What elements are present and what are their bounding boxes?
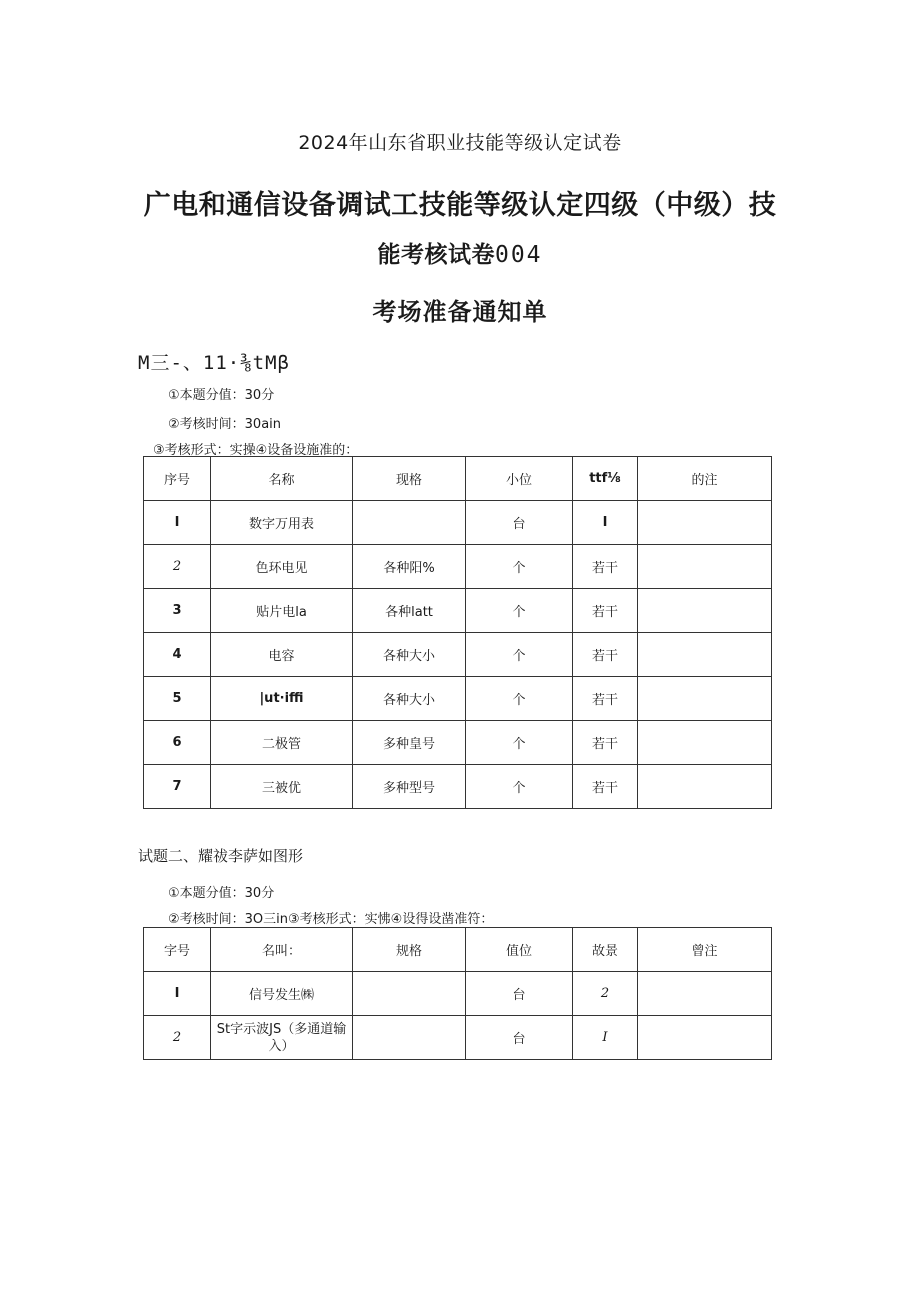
section2-score: ①本题分值：30分 bbox=[168, 886, 275, 901]
table-cell bbox=[638, 545, 772, 589]
table-cell: 各种阳% bbox=[353, 545, 466, 589]
table-cell bbox=[353, 972, 466, 1016]
table-cell: I bbox=[144, 972, 211, 1016]
equipment-table-1 bbox=[143, 456, 772, 809]
header-cell: 值位 bbox=[466, 928, 573, 972]
table-cell: 个 bbox=[466, 677, 573, 721]
section1-heading: M三-、11·⅜tMβ bbox=[138, 352, 290, 374]
table-cell: 数字万用表 bbox=[211, 501, 353, 545]
table-cell bbox=[638, 972, 772, 1016]
table-cell bbox=[638, 633, 772, 677]
table-cell bbox=[638, 721, 772, 765]
section1-time: ②考核时间：30ain bbox=[168, 417, 282, 432]
table-cell: 若干 bbox=[573, 545, 638, 589]
table-row bbox=[144, 545, 772, 589]
table-row bbox=[144, 972, 772, 1016]
table-row bbox=[144, 1016, 772, 1060]
table-row bbox=[144, 677, 772, 721]
header-cell: 规格 bbox=[353, 928, 466, 972]
table-cell: 个 bbox=[466, 589, 573, 633]
table-cell bbox=[353, 501, 466, 545]
table-cell: 个 bbox=[466, 633, 573, 677]
title-line2-code: 004 bbox=[494, 242, 543, 268]
table-row bbox=[144, 589, 772, 633]
table-cell bbox=[638, 677, 772, 721]
table-cell: |ut·iffi bbox=[211, 677, 353, 721]
table-header-row bbox=[144, 928, 772, 972]
table-cell: 台 bbox=[466, 972, 573, 1016]
table-cell: 台 bbox=[466, 501, 573, 545]
table-cell: St字示波JS（多通道输入） bbox=[211, 1016, 353, 1060]
table-cell: I bbox=[144, 501, 211, 545]
table-row bbox=[144, 501, 772, 545]
section1-score: ①本题分值：30分 bbox=[168, 388, 275, 403]
table-cell: 4 bbox=[144, 633, 211, 677]
section2-time-form: ②考核时间：3O三in③考核形式：实怫④设得设凿准符： bbox=[168, 912, 494, 927]
header-cell: 小位 bbox=[466, 457, 573, 501]
document-title-line2 bbox=[0, 236, 920, 269]
table-cell: 3 bbox=[144, 589, 211, 633]
table-cell: I bbox=[573, 501, 638, 545]
table-row bbox=[144, 633, 772, 677]
table-cell: 若干 bbox=[573, 633, 638, 677]
document-subtitle: 考场准备通知单 bbox=[372, 298, 548, 326]
header-cell: 的注 bbox=[638, 457, 772, 501]
exam-header: 2024年山东省职业技能等级认定试卷 bbox=[298, 132, 622, 154]
table-header-row bbox=[144, 457, 772, 501]
table-cell: 若干 bbox=[573, 589, 638, 633]
header-cell: 现格 bbox=[353, 457, 466, 501]
table-cell: 电容 bbox=[211, 633, 353, 677]
table-cell: 各种latt bbox=[353, 589, 466, 633]
table-cell: 2 bbox=[573, 972, 638, 1016]
document-title-line1: 广电和通信设备调试工技能等级认定四级（中级）技 bbox=[143, 190, 777, 221]
table-cell bbox=[638, 501, 772, 545]
equipment-table-2 bbox=[143, 927, 772, 1060]
table-cell: 二极管 bbox=[211, 721, 353, 765]
table-cell bbox=[638, 589, 772, 633]
table-cell: 5 bbox=[144, 677, 211, 721]
table-cell: I bbox=[573, 1016, 638, 1060]
table-row bbox=[144, 765, 772, 809]
table-cell: 若干 bbox=[573, 721, 638, 765]
table-row bbox=[144, 721, 772, 765]
header-cell: 故景 bbox=[573, 928, 638, 972]
table-cell bbox=[638, 1016, 772, 1060]
table-cell: 若干 bbox=[573, 765, 638, 809]
title-line2-text: 能考核试卷 bbox=[377, 242, 495, 268]
table-cell: 6 bbox=[144, 721, 211, 765]
table-cell: 各种大小 bbox=[353, 677, 466, 721]
table-cell: 个 bbox=[466, 765, 573, 809]
header-cell: 名叫： bbox=[211, 928, 353, 972]
table-cell: 各种大小 bbox=[353, 633, 466, 677]
table-cell: 多种皇号 bbox=[353, 721, 466, 765]
table-cell: 2 bbox=[144, 1016, 211, 1060]
header-cell: 名称 bbox=[211, 457, 353, 501]
table-cell: 信号发生㈱ bbox=[211, 972, 353, 1016]
table-cell: 台 bbox=[466, 1016, 573, 1060]
table-cell: 个 bbox=[466, 721, 573, 765]
section2-heading: 试题二、耀祓李萨如图形 bbox=[138, 847, 304, 865]
table-cell: 多种型号 bbox=[353, 765, 466, 809]
table-cell: 三被优 bbox=[211, 765, 353, 809]
table-cell: 个 bbox=[466, 545, 573, 589]
table-cell: 2 bbox=[144, 545, 211, 589]
section1-form: ③考核形式：实操④设备设施准的： bbox=[153, 443, 359, 458]
header-cell: 字号 bbox=[144, 928, 211, 972]
table-cell bbox=[353, 1016, 466, 1060]
table-cell: 贴片电la bbox=[211, 589, 353, 633]
header-cell: ttf⅛ bbox=[573, 457, 638, 501]
table-cell: 若干 bbox=[573, 677, 638, 721]
table-cell: 7 bbox=[144, 765, 211, 809]
header-cell: 序号 bbox=[144, 457, 211, 501]
table-cell: 色环电见 bbox=[211, 545, 353, 589]
header-cell: 曾注 bbox=[638, 928, 772, 972]
table-cell bbox=[638, 765, 772, 809]
